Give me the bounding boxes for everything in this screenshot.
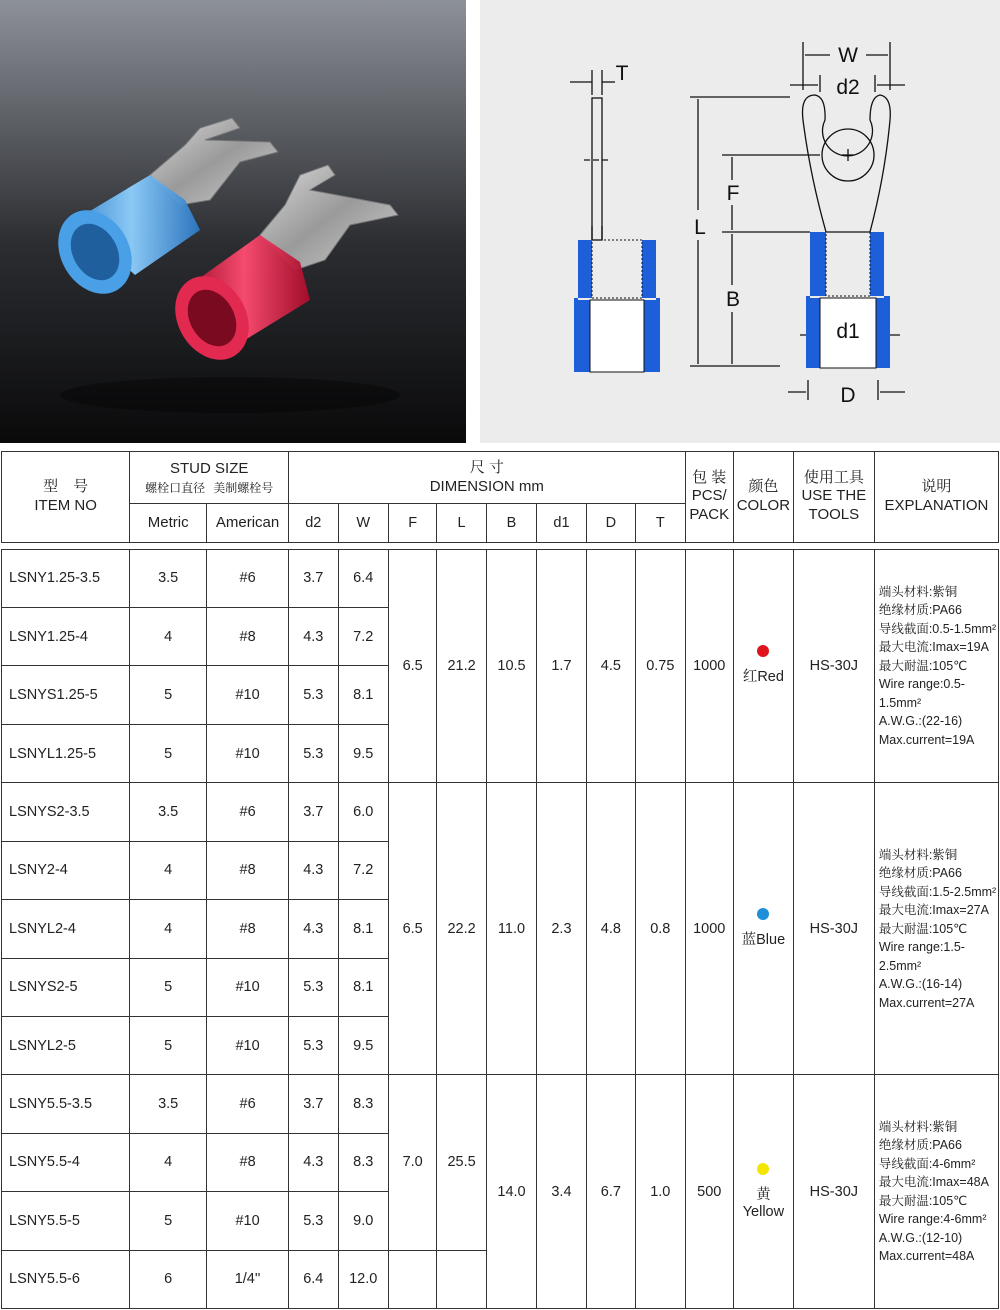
d2-cell: 5.3	[289, 1016, 338, 1074]
d2-cell: 3.7	[289, 549, 338, 607]
d2-cell: 5.3	[289, 724, 338, 782]
label-f: F	[726, 182, 740, 205]
item-cell: LSNY5.5-5	[2, 1192, 130, 1250]
col-f: F	[388, 504, 436, 542]
d1-cell: 1.7	[537, 549, 586, 783]
item-cell: LSNYL2-4	[2, 900, 130, 958]
item-cell: LSNY2-4	[2, 841, 130, 899]
metric-cell: 6	[130, 1250, 207, 1308]
b-cell: 11.0	[486, 783, 536, 1075]
col-d: D	[586, 504, 635, 542]
color-cell	[733, 783, 793, 1075]
item-cell: LSNY1.25-4	[2, 608, 130, 666]
american-cell: #10	[207, 958, 289, 1016]
metric-cell: 4	[130, 841, 207, 899]
label-d2: d2	[836, 76, 860, 99]
product-photo	[0, 0, 466, 443]
col-metric: Metric	[130, 504, 207, 542]
col-l: L	[437, 504, 486, 542]
spec-table	[1, 451, 999, 1309]
l-cell: 25.5	[437, 1075, 486, 1250]
label-d: D	[840, 384, 856, 407]
american-cell: #10	[207, 666, 289, 724]
color-label: 红Red	[742, 669, 784, 686]
d2-cell: 3.7	[289, 1075, 338, 1133]
yellow-dot-icon	[757, 1163, 769, 1175]
american-cell: #10	[207, 1016, 289, 1074]
w-cell: 6.4	[338, 549, 388, 607]
col-color: 颜色 COLOR	[733, 452, 793, 543]
metric-cell: 4	[130, 900, 207, 958]
d2-cell: 5.3	[289, 1192, 338, 1250]
explanation-cell: 端头材料:紫铜 绝缘材质:PA66 导线截面:4-6mm² 最大电流:Imax=48A 最大耐温:105℃ Wire range:4-6mm² A.W.G.:(12-10) Max.current=48A	[874, 1075, 998, 1309]
american-cell: #6	[207, 1075, 289, 1133]
f-cell: 6.5	[388, 783, 436, 1075]
item-cell: LSNYL2-5	[2, 1016, 130, 1074]
color-cell	[733, 549, 793, 783]
col-t: T	[636, 504, 685, 542]
american-cell: #6	[207, 783, 289, 841]
label-b: B	[725, 288, 741, 311]
american-cell: #8	[207, 608, 289, 666]
d2-cell: 6.4	[289, 1250, 338, 1308]
pack-cell: 500	[685, 1075, 733, 1309]
d1-cell: 3.4	[537, 1075, 586, 1309]
metric-cell: 4	[130, 1133, 207, 1191]
w-cell: 9.5	[338, 724, 388, 782]
blue-dot-icon	[757, 908, 769, 920]
american-cell: #8	[207, 1133, 289, 1191]
w-cell: 8.1	[338, 666, 388, 724]
american-cell: #6	[207, 549, 289, 607]
w-cell: 7.2	[338, 841, 388, 899]
t-cell: 1.0	[636, 1075, 685, 1309]
item-cell: LSNY1.25-3.5	[2, 549, 130, 607]
d1-cell: 2.3	[537, 783, 586, 1075]
item-cell: LSNYS2-3.5	[2, 783, 130, 841]
b-cell: 10.5	[486, 549, 536, 783]
w-cell: 9.5	[338, 1016, 388, 1074]
w-cell: 8.3	[338, 1133, 388, 1191]
t-cell: 0.8	[636, 783, 685, 1075]
tools-cell: HS-30J	[793, 783, 874, 1075]
metric-cell: 4	[130, 608, 207, 666]
f-cell: 7.0	[388, 1075, 436, 1250]
f-cell-empty	[388, 1250, 436, 1308]
item-cell: LSNYL1.25-5	[2, 724, 130, 782]
item-cell: LSNY5.5-4	[2, 1133, 130, 1191]
d2-cell: 3.7	[289, 783, 338, 841]
col-dimension: 尺 寸 DIMENSION mm	[289, 452, 685, 504]
l-cell: 21.2	[437, 549, 486, 783]
col-d1: d1	[537, 504, 586, 542]
w-cell: 8.1	[338, 958, 388, 1016]
pack-cell: 1000	[685, 783, 733, 1075]
label-l: L	[694, 216, 706, 239]
header-separator	[2, 542, 999, 549]
f-cell: 6.5	[388, 549, 436, 783]
metric-cell: 3.5	[130, 1075, 207, 1133]
d2-cell: 5.3	[289, 958, 338, 1016]
col-d2: d2	[289, 504, 338, 542]
explanation-cell: 端头材料:紫铜 绝缘材质:PA66 导线截面:1.5-2.5mm² 最大电流:Imax=27A 最大耐温:105℃ Wire range:1.5-2.5mm² A.W.G.:(16-14) Max.current=27A	[874, 783, 998, 1075]
col-w: W	[338, 504, 388, 542]
col-pack: 包 装 PCS/ PACK	[685, 452, 733, 543]
col-b: B	[486, 504, 536, 542]
american-cell: 1/4''	[207, 1250, 289, 1308]
table-row	[2, 549, 999, 607]
label-w: W	[838, 44, 858, 67]
color-label: 蓝Blue	[741, 932, 786, 949]
pack-cell: 1000	[685, 549, 733, 783]
col-tools: 使用工具 USE THE TOOLS	[793, 452, 874, 543]
metric-cell: 3.5	[130, 783, 207, 841]
d2-cell: 4.3	[289, 608, 338, 666]
color-label-en: Yellow	[742, 1204, 785, 1221]
item-cell: LSNYS1.25-5	[2, 666, 130, 724]
color-label-cn: 黄	[756, 1187, 771, 1204]
table-row	[2, 1075, 999, 1133]
color-cell	[733, 1075, 793, 1309]
b-cell: 14.0	[486, 1075, 536, 1309]
w-cell: 8.1	[338, 900, 388, 958]
d-cell: 4.8	[586, 783, 635, 1075]
label-d1: d1	[836, 320, 860, 343]
table-row	[2, 783, 999, 841]
metric-cell: 5	[130, 958, 207, 1016]
l-cell: 22.2	[437, 783, 486, 1075]
metric-cell: 5	[130, 1192, 207, 1250]
col-american: American	[207, 504, 289, 542]
col-stud-size: STUD SIZE 螺栓口直径 美制螺栓号	[130, 452, 289, 504]
metric-cell: 5	[130, 666, 207, 724]
t-cell: 0.75	[636, 549, 685, 783]
col-explanation: 说明 EXPLANATION	[874, 452, 998, 543]
d2-cell: 4.3	[289, 841, 338, 899]
american-cell: #8	[207, 841, 289, 899]
metric-cell: 5	[130, 1016, 207, 1074]
w-cell: 9.0	[338, 1192, 388, 1250]
w-cell: 7.2	[338, 608, 388, 666]
w-cell: 8.3	[338, 1075, 388, 1133]
american-cell: #10	[207, 1192, 289, 1250]
d2-cell: 4.3	[289, 900, 338, 958]
red-dot-icon	[757, 645, 769, 657]
w-cell: 12.0	[338, 1250, 388, 1308]
d2-cell: 4.3	[289, 1133, 338, 1191]
col-item: 型 号 ITEM NO	[2, 452, 130, 543]
american-cell: #10	[207, 724, 289, 782]
w-cell: 6.0	[338, 783, 388, 841]
d-cell: 6.7	[586, 1075, 635, 1309]
metric-cell: 3.5	[130, 549, 207, 607]
dimension-diagram	[480, 0, 1000, 443]
metric-cell: 5	[130, 724, 207, 782]
tools-cell: HS-30J	[793, 549, 874, 783]
l-cell-empty	[437, 1250, 486, 1308]
item-cell: LSNYS2-5	[2, 958, 130, 1016]
tools-cell: HS-30J	[793, 1075, 874, 1309]
header-row-1	[2, 452, 999, 504]
label-t: T	[615, 62, 629, 85]
explanation-cell: 端头材料:紫铜 绝缘材质:PA66 导线截面:0.5-1.5mm² 最大电流:Imax=19A 最大耐温:105℃ Wire range:0.5-1.5mm² A.W.G.:(22-16) Max.current=19A	[874, 549, 998, 783]
d2-cell: 5.3	[289, 666, 338, 724]
item-cell: LSNY5.5-6	[2, 1250, 130, 1308]
d-cell: 4.5	[586, 549, 635, 783]
item-cell: LSNY5.5-3.5	[2, 1075, 130, 1133]
american-cell: #8	[207, 900, 289, 958]
